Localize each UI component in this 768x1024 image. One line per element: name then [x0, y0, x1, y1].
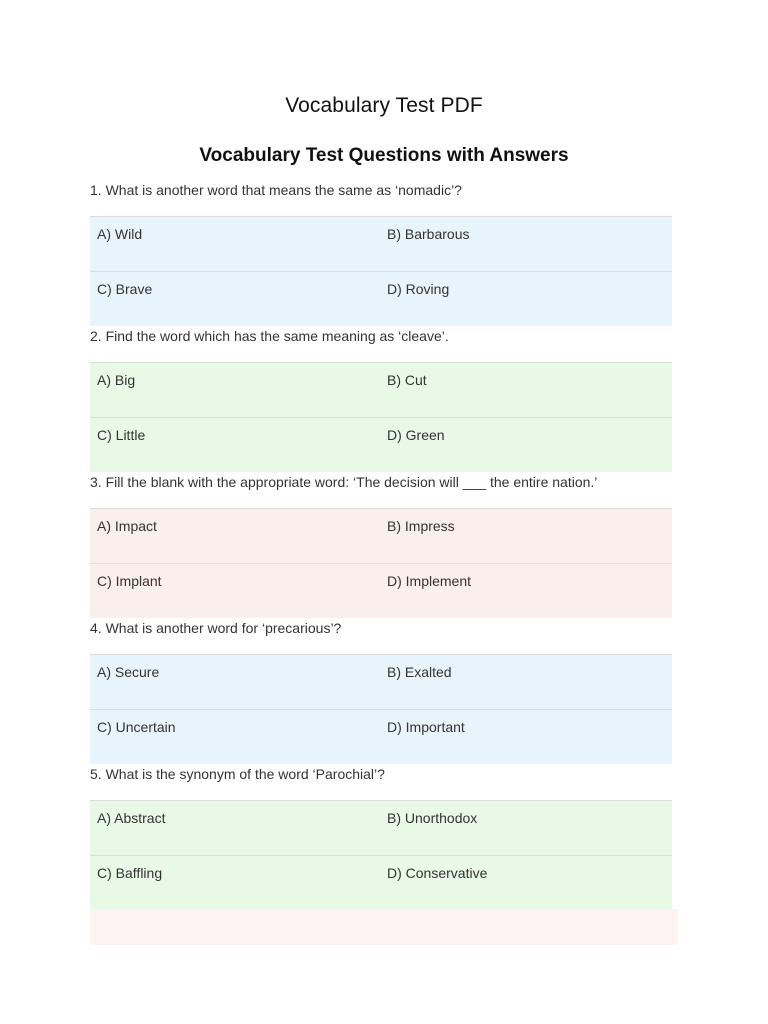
- question-1: [90, 178, 672, 324]
- options-grid: [90, 800, 672, 910]
- document-title: Vocabulary Test PDF: [285, 94, 483, 117]
- options-row: [90, 855, 672, 910]
- option-a: A) Big: [97, 372, 136, 388]
- options-row: [90, 654, 672, 709]
- option-c: C) Baffling: [97, 865, 163, 881]
- options-row: [90, 362, 672, 417]
- option-d: D) Conservative: [387, 865, 488, 881]
- options-row: [90, 216, 672, 271]
- question-list: [90, 178, 672, 908]
- option-c: C) Brave: [97, 281, 153, 297]
- option-b: B) Barbarous: [387, 226, 470, 242]
- options-grid: [90, 508, 672, 618]
- next-options-grid-partial: [90, 909, 678, 945]
- option-c: C) Uncertain: [97, 719, 176, 735]
- question-text: 2. Find the word which has the same meaning as ‘cleave’.: [90, 328, 449, 344]
- question-text: 1. What is another word that means the same as ‘nomadic’?: [90, 182, 462, 198]
- options-row: [90, 563, 672, 618]
- options-grid: [90, 362, 672, 472]
- question-2: [90, 324, 672, 470]
- question-text: 4. What is another word for ‘precarious’?: [90, 620, 342, 636]
- option-d: D) Roving: [387, 281, 450, 297]
- question-text: 3. Fill the blank with the appropriate word: ‘The decision will ___ the entire nation.’: [90, 474, 598, 490]
- options-row: [90, 271, 672, 326]
- options-grid: [90, 654, 672, 764]
- question-text: 5. What is the synonym of the word ‘Parochial’?: [90, 766, 385, 782]
- options-row: [90, 508, 672, 563]
- option-a: A) Wild: [97, 226, 143, 242]
- question-3: [90, 470, 672, 616]
- options-grid: [90, 216, 672, 326]
- options-row: [90, 417, 672, 472]
- option-d: D) Implement: [387, 573, 472, 589]
- option-a: A) Abstract: [97, 810, 166, 826]
- option-d: D) Green: [387, 427, 445, 443]
- option-b: B) Exalted: [387, 664, 452, 680]
- option-b: B) Cut: [387, 372, 427, 388]
- option-d: D) Important: [387, 719, 465, 735]
- option-a: A) Impact: [97, 518, 157, 534]
- option-b: B) Impress: [387, 518, 455, 534]
- options-row: [90, 709, 672, 764]
- option-c: C) Implant: [97, 573, 162, 589]
- options-row: [90, 800, 672, 855]
- question-4: [90, 616, 672, 762]
- document-subtitle: Vocabulary Test Questions with Answers: [199, 145, 569, 166]
- option-b: B) Unorthodox: [387, 810, 478, 826]
- question-5: [90, 762, 672, 908]
- option-c: C) Little: [97, 427, 146, 443]
- option-a: A) Secure: [97, 664, 160, 680]
